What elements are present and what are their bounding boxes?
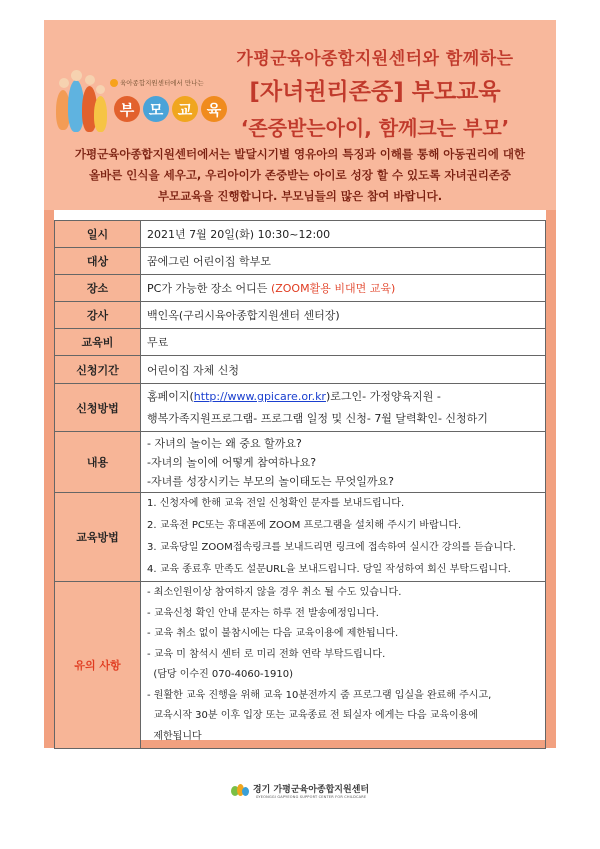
date-value: 2021년 7월 20일(화) 10:30~12:00 [141, 221, 546, 248]
center-name: 경기 가평군육아종합지원센터 [252, 785, 370, 795]
homepage-link[interactable]: http://www.gpicare.or.kr [193, 389, 326, 403]
place-label: 장소 [55, 275, 141, 302]
edu-method-label: 교육방법 [55, 493, 141, 582]
footer [0, 782, 600, 802]
intro-line: 부모교육을 진행합니다. 부모님들의 많은 참여 바랍니다. [157, 189, 443, 203]
table-row [55, 582, 546, 749]
notice-line: - 교육신청 확인 안내 문자는 하루 전 발송예정입니다. [147, 607, 379, 619]
poster [44, 20, 556, 748]
notice-cell [141, 582, 546, 749]
method-cell [141, 384, 546, 432]
poster-title [194, 46, 556, 144]
table-row [55, 493, 546, 582]
intro-text [44, 144, 556, 207]
table-row [55, 356, 546, 384]
logo-letter: 부 [114, 96, 140, 122]
title-line-2: [자녀권리존중] 부모교육 [249, 79, 501, 105]
method-line-2: 행복가족지원프로그램- 프로그램 일정 및 신청- 7월 달력확인- 신청하기 [147, 411, 488, 425]
place-cell [141, 275, 546, 302]
notice-line: 교육시작 30분 이후 입장 또는 교육종료 전 퇴실자 에게는 다음 교육이용에 [147, 710, 479, 721]
table-row [55, 221, 546, 248]
poster-header [44, 20, 556, 210]
table-row [55, 432, 546, 493]
logo-letter: 육 [201, 96, 227, 122]
method-label: 신청방법 [55, 384, 141, 432]
date-label: 일시 [55, 221, 141, 248]
fee-value: 무료 [141, 329, 546, 356]
intro-line: 가평군육아종합지원센터에서는 발달시기별 영유아의 특징과 이해를 통해 아동권리에 대한 [74, 147, 526, 161]
edu-method-line: 2. 교육전 PC또는 휴대폰에 ZOOM 프로그램을 설치해 주시기 바랍니다. [147, 520, 462, 531]
logo-letter: 교 [172, 96, 198, 122]
logo-subtitle: 육아종합지원센터에서 만나는 [110, 78, 204, 87]
notice-line: 제한됩니다 [147, 730, 202, 742]
center-logo-icon [231, 784, 249, 798]
period-label: 신청기간 [55, 356, 141, 384]
table-row [55, 248, 546, 275]
table-row [55, 384, 546, 432]
edu-method-line: 1. 신청자에 한해 교육 전일 신청확인 문자를 보내드립니다. [147, 498, 405, 509]
title-line-3: ‘존중받는아이, 함께크는 부모’ [240, 116, 510, 140]
logo-letter: 모 [143, 96, 169, 122]
content-label: 내용 [55, 432, 141, 493]
table-row [55, 275, 546, 302]
fee-label: 교육비 [55, 329, 141, 356]
table-row [55, 329, 546, 356]
place-note: (ZOOM활용 비대면 교육) [270, 282, 396, 295]
center-logo [231, 782, 369, 799]
children-illustration-icon [56, 70, 116, 140]
target-label: 대상 [55, 248, 141, 275]
edu-method-line: 4. 교육 종료후 만족도 설문URL을 보내드립니다. 당일 작성하여 회신 부탁드립니다. [147, 564, 511, 575]
notice-line: - 원활한 교육 진행을 위해 교육 10분전까지 줌 프로그램 입실을 완료해 주시고, [147, 689, 492, 701]
notice-line: - 교육 취소 없이 불참시에는 다음 교육이용에 제한됩니다. [147, 628, 399, 639]
target-value: 꿈에그린 어린이집 학부모 [141, 248, 546, 275]
edu-method-cell [141, 493, 546, 582]
table-row [55, 302, 546, 329]
lecturer-value: 백인옥(구리시육아종합지원센터 센터장) [141, 302, 546, 329]
title-line-1: 가평군육아종합지원센터와 함께하는 [236, 49, 514, 69]
center-name-english: GYEONGGI GAPYEONG SUPPORT CENTER FOR CHILDCARE [255, 795, 367, 799]
content-line: -자녀를 성장시키는 부모의 놀이태도는 무엇일까요? [147, 474, 394, 488]
notice-line: - 최소인원이상 참여하지 않을 경우 취소 될 수도 있습니다. [147, 587, 402, 598]
notice-label: 유의 사항 [55, 582, 141, 749]
method-line-1: 홈페이지(http://www.gpicare.or.kr)로그인- 가정양육지원 - [147, 389, 441, 403]
place-value: PC가 가능한 장소 어디든 [147, 282, 271, 295]
content-line: - 자녀의 놀이는 왜 중요 할까요? [147, 436, 302, 450]
content-cell [141, 432, 546, 493]
center-logo-text [253, 782, 369, 799]
edu-method-line: 3. 교육당일 ZOOM접속링크를 보내드리면 링크에 접속하여 실시간 강의를 듣습니다. [147, 542, 516, 553]
notice-line: (담당 이수진 070-4060-1910) [147, 669, 294, 680]
period-value: 어린이집 자체 신청 [141, 356, 546, 384]
center-mark-icon [110, 79, 118, 87]
lecturer-label: 강사 [55, 302, 141, 329]
content-line: -자녀의 놀이에 어떻게 참여하나요? [147, 455, 317, 469]
info-panel [54, 210, 546, 740]
info-table [54, 220, 546, 749]
intro-line: 올바른 인식을 세우고, 우리아이가 존중받는 아이로 성장 할 수 있도록 자녀권리존중 [88, 168, 512, 182]
notice-line: - 교육 미 참석시 센터 로 미리 전화 연락 부탁드립니다. [147, 648, 386, 660]
